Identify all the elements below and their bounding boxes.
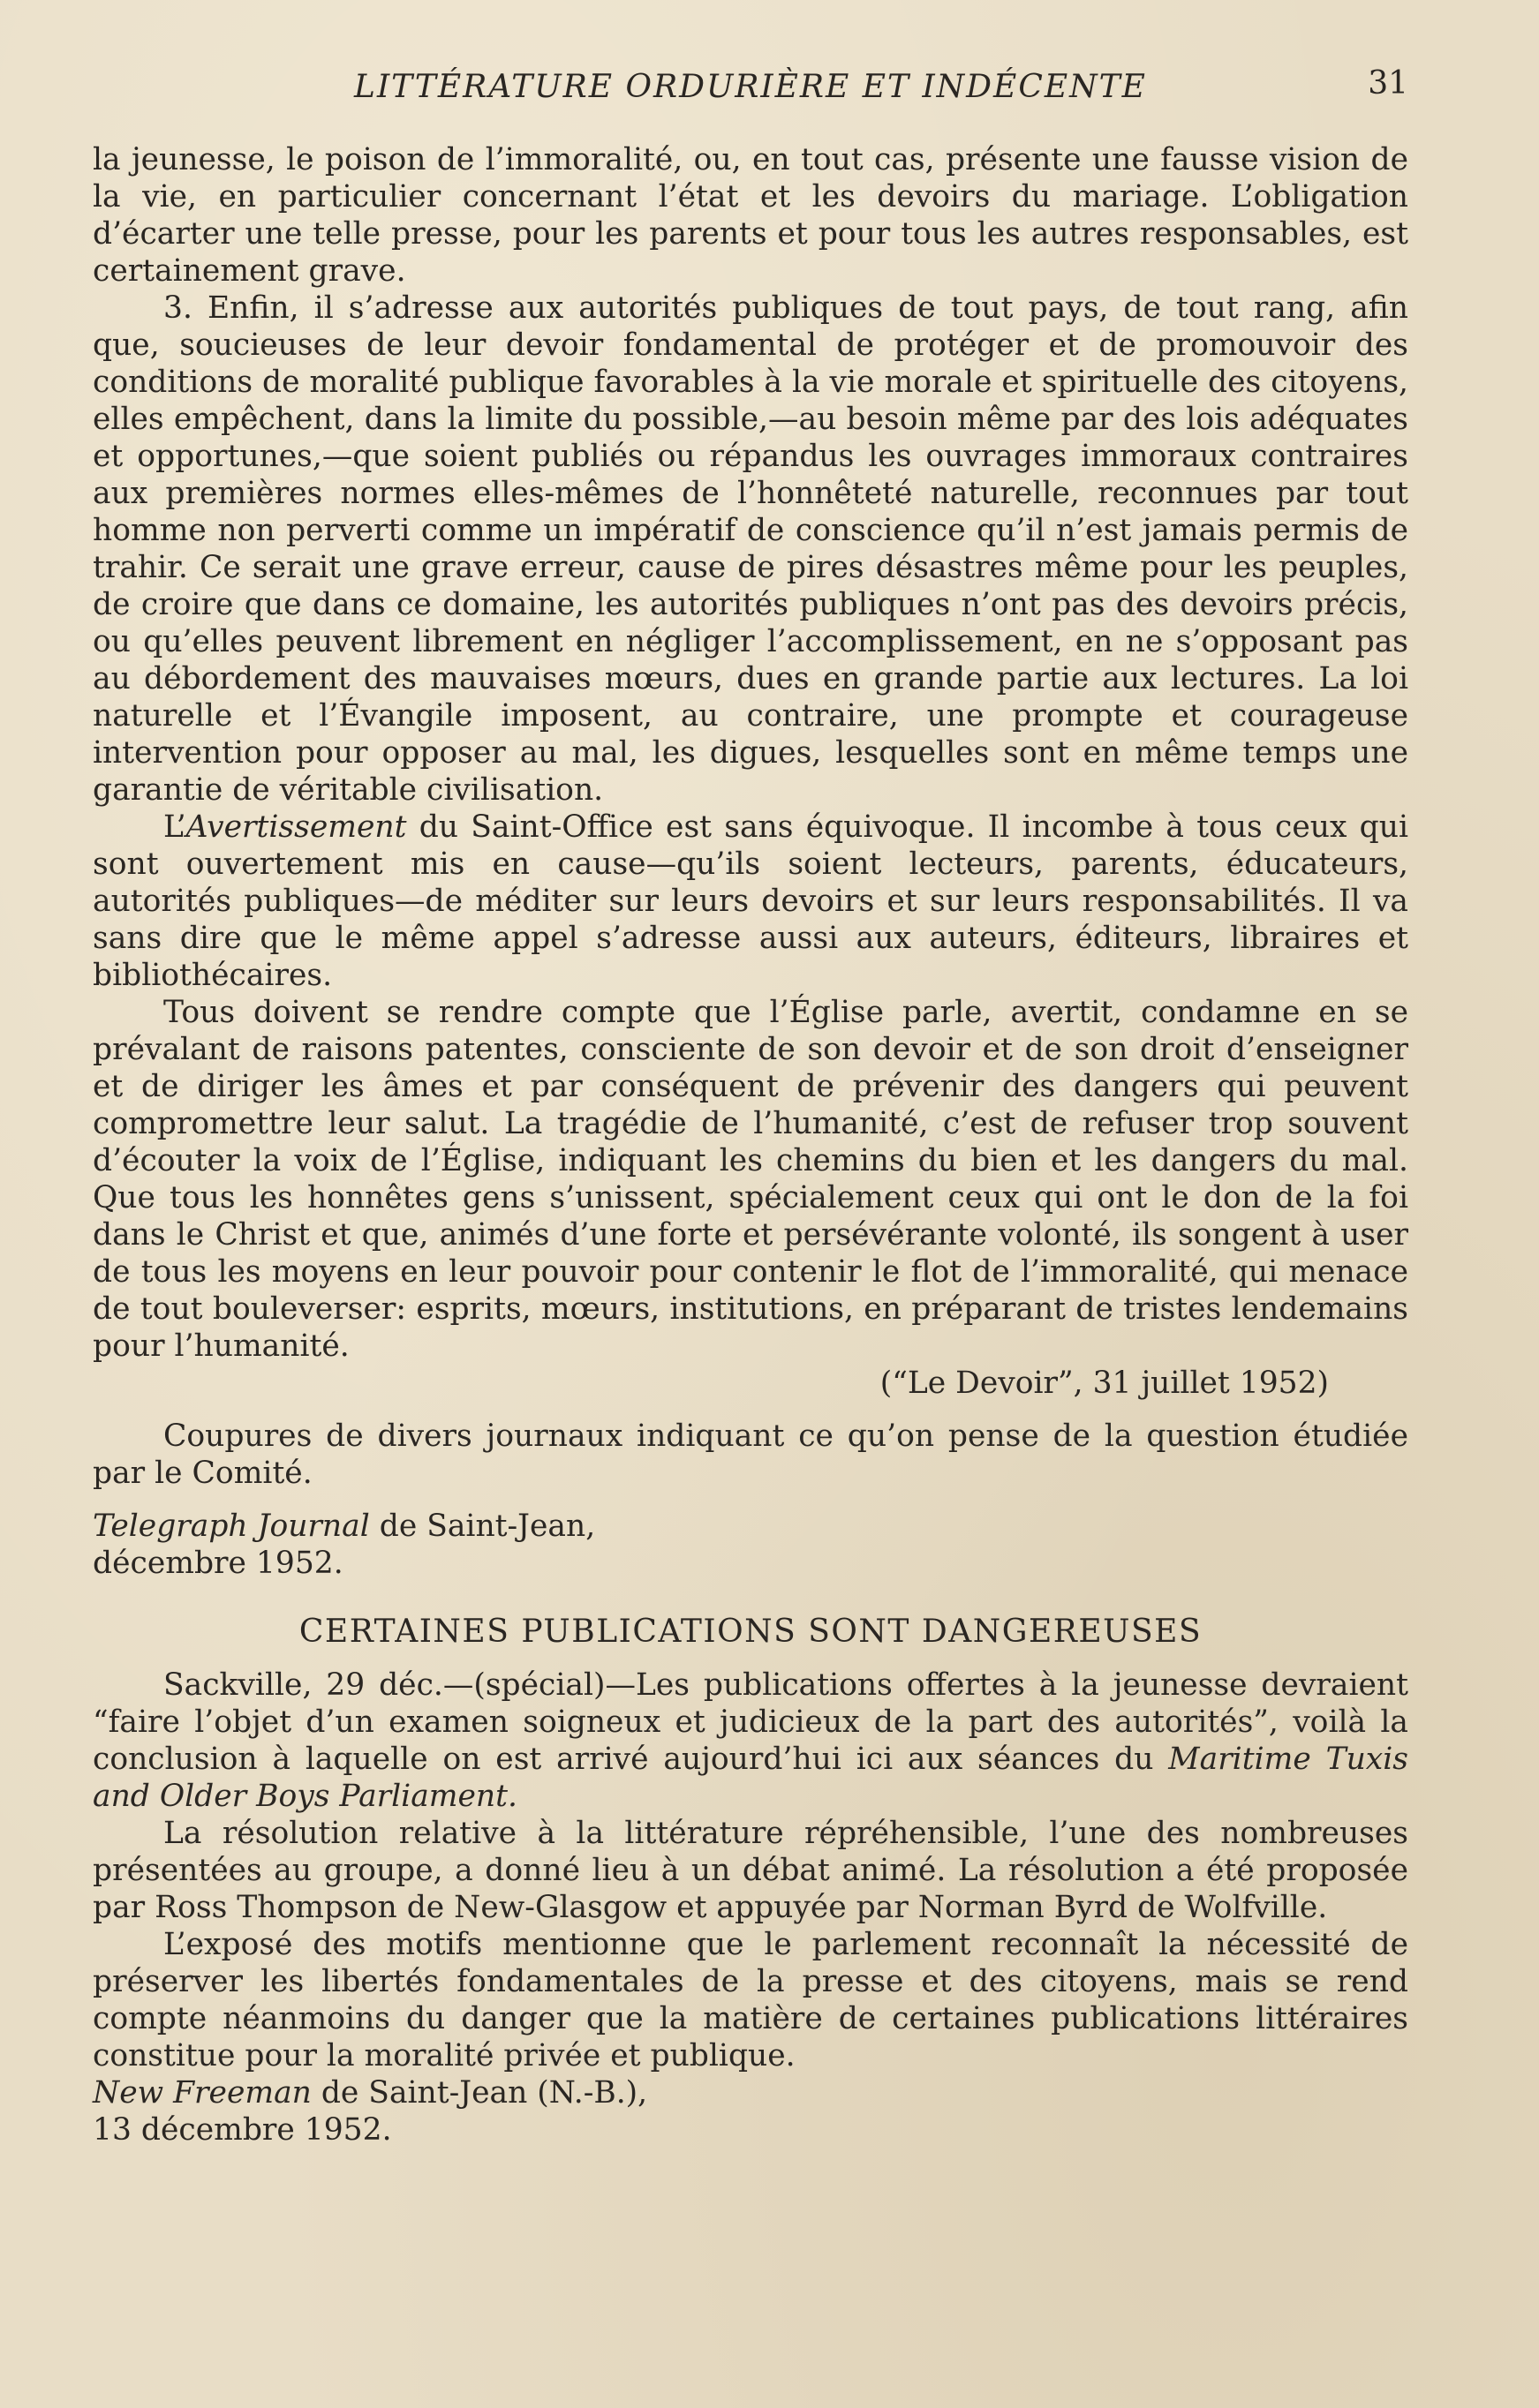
body-text (93, 141, 1408, 2148)
new-freeman-place: de Saint-Jean (N.-B.), (311, 2075, 648, 2111)
paragraph-eglise: Tous doivent se rendre compte que l’Église parle, avertit, condamne en se prévalant de raisons patentes, consciente de son devoir et de son droit d’enseigner et de diriger les âmes et par conséquent de prévenir des dangers qui peuvent compromettre leur salut. La tragédie de l’humanité, c’est de refuser trop souvent d’écouter la voix de l’Église, indiquant les chemins du bien et les dangers du mal. Que tous les honnêtes gens s’unissent, spécialement ceux qui ont le don de la foi dans le Christ et que, animés d’une forte et persévérante volonté, ils songent à user de tous les moyens en leur pouvoir pour contenir le flot de l’immoralité, qui menace de tout bouleverser: esprits, mœurs, institutions, en préparant de tristes lendemains pour l’humanité. (93, 995, 1408, 1364)
paragraph-resolution: La résolution relative à la littérature répréhensible, l’une des nombreuses présentées au groupe, a donné lieu à un débat animé. La résolution a été proposée par Ross Thompson de New-Glasgow et appuyée par Norman Byrd de Wolfville. (93, 1816, 1408, 1925)
source-new-freeman-date: 13 décembre 1952. (93, 2112, 392, 2148)
source-telegraph-date: décembre 1952. (93, 1546, 343, 1581)
page-header (93, 62, 1408, 115)
telegraph-journal-place: de Saint-Jean, (369, 1509, 596, 1544)
avertissement-italic: Avertissement (185, 809, 407, 845)
running-title: LITTÉRATURE ORDURIÈRE ET INDÉCENTE (354, 69, 1147, 105)
paragraph-sackville (93, 1667, 1408, 1815)
paragraph-expose: L’exposé des motifs mentionne que le parlement reconnaît la nécessité de préserver les libertés fondamentales de la presse et des citoyens, mais se rend compte néanmoins du danger que la matière de certaines publications littéraires constitue pour la moralité privée et publique. (93, 1927, 1408, 2073)
source-telegraph-journal (93, 1508, 1408, 1545)
paragraph-avertissement (93, 809, 1408, 994)
p6-start: Sackville, 29 déc.—(spécial)—Les publications offertes à la jeunesse devraient “faire l’objet d’un examen soigneux et judicieux de la part des autorités”, voilà la conclusion à laquelle on est arrivé aujourd’hui ici aux séances du (93, 1667, 1408, 1777)
source-new-freeman (93, 2074, 1408, 2111)
citation-le-devoir: (“Le Devoir”, 31 juillet 1952) (879, 1366, 1329, 1401)
p3-rest: du Saint-Office est sans équivoque. Il incombe à tous ceux qui sont ouvertement mis en cause—qu’ils soient lecteurs, parents, éducateurs, autorités publiques—de méditer sur leurs devoirs et sur leurs responsabilités. Il va sans dire que le même appel s’adresse aussi aux auteurs, éditeurs, libraires et bibliothécaires. (93, 809, 1408, 993)
parliament-name: Maritime Tuxis and Older Boys Parliament. (93, 1742, 1408, 1814)
telegraph-journal-title: Telegraph Journal (93, 1509, 370, 1544)
paragraph-coupures: Coupures de divers journaux indiquant ce qu’on pense de la question étudiée par le Comité. (93, 1418, 1408, 1491)
p3-start: L’ (163, 809, 186, 845)
section-heading: CERTAINES PUBLICATIONS SONT DANGEREUSES (298, 1614, 1203, 1650)
page-number: 31 (1368, 65, 1408, 102)
paragraph-continuation: la jeunesse, le poison de l’immoralité, ou, en tout cas, présente une fausse vision de la vie, en particulier concernant l’état et les devoirs du mariage. L’obligation d’écarter une telle presse, pour les parents et pour tous les autres responsables, est certainement grave. (93, 142, 1408, 289)
new-freeman-title: New Freeman (93, 2075, 312, 2111)
paragraph-point-3: 3. Enfin, il s’adresse aux autorités publiques de tout pays, de tout rang, afin que, soucieuses de leur devoir fondamental de protéger et de promouvoir des conditions de moralité publique favorables à la vie morale et spirituelle des citoyens, elles empêchent, dans la limite du possible,—au besoin même par des lois adéquates et opportunes,—que soient publiés ou répandus les ouvrages immoraux contraires aux premières normes elles-mêmes de l’honnêteté naturelle, reconnues par tout homme non perverti comme un impératif de conscience qu’il n’est jamais permis de trahir. Ce serait une grave erreur, cause de pires désastres même pour les peuples, de croire que dans ce domaine, les autorités publiques n’ont pas des devoirs précis, ou qu’elles peuvent librement en négliger l’accomplissement, en ne s’opposant pas au débordement des mauvaises mœurs, dues en grande partie aux lectures. La loi naturelle et l’Évangile imposent, au contraire, une prompte et courageuse intervention pour opposer au mal, les digues, lesquelles sont en même temps une garantie de véritable civilisation. (93, 290, 1408, 808)
